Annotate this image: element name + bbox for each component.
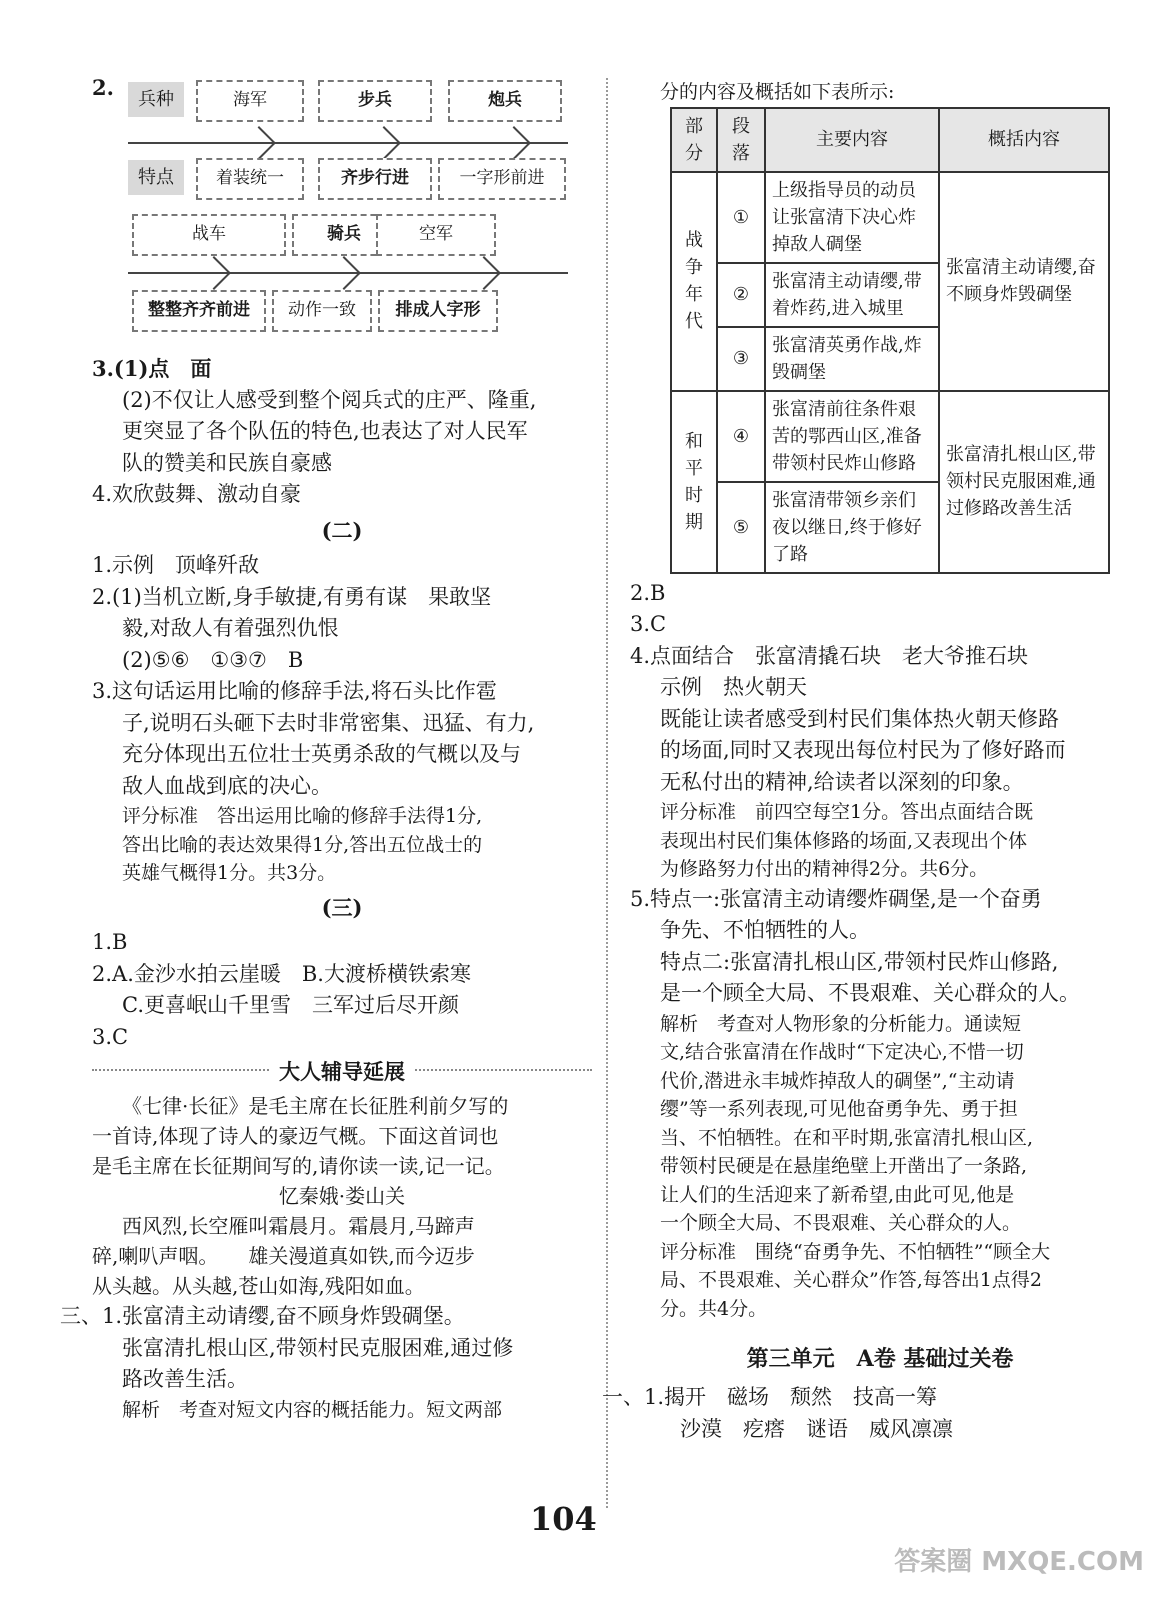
part3-analysis: 解析 考查对短文内容的概括能力。短文两部 bbox=[122, 1398, 503, 1421]
fb-arrow bbox=[497, 126, 531, 160]
r-q4-line3: 既能让读者感受到村民们集体热火朝天修路 bbox=[660, 706, 1059, 731]
s2-q3-line2: 子,说明石头砸下去时非常密集、迅猛、有力, bbox=[122, 710, 535, 735]
summary-wartime: 张富清主动请缨,奋不顾身炸毁碉堡 bbox=[939, 172, 1109, 391]
content-cell: 张富清英勇作战,炸毁碉堡 bbox=[765, 327, 939, 391]
th-para: 段落 bbox=[717, 108, 765, 172]
s2-q1: 1.示例 顶峰歼敌 bbox=[92, 553, 260, 577]
para-cell: ③ bbox=[717, 327, 765, 391]
table-row bbox=[671, 172, 1109, 263]
fb-arrow bbox=[327, 256, 361, 290]
fb-arrow bbox=[367, 126, 401, 160]
r-q4-line1: 4.点面结合 张富清撬石块 老大爷推石块 bbox=[630, 643, 1029, 668]
fb-box-dongzuo: 动作一致 bbox=[272, 290, 372, 332]
r-q4-line2: 示例 热火朝天 bbox=[660, 675, 807, 699]
s3-q3: 3.C bbox=[92, 1024, 129, 1049]
r-q5-line4: 是一个顾全大局、不畏艰难、关心群众的人。 bbox=[660, 981, 1080, 1005]
s2-q3-line3: 充分体现出五位壮士英勇杀敌的气概以及与 bbox=[122, 742, 521, 766]
extension-title: 大人辅导延展 bbox=[269, 1059, 415, 1084]
s3-q1: 1.B bbox=[92, 930, 128, 954]
r-q5-analysis6: 带领村民硬是在悬崖绝壁上开凿出了一条路, bbox=[660, 1155, 1028, 1177]
th-summary: 概括内容 bbox=[939, 108, 1109, 172]
para-cell: ① bbox=[717, 172, 765, 263]
para-cell: ④ bbox=[717, 391, 765, 482]
table-intro: 分的内容及概括如下表所示: bbox=[660, 81, 895, 103]
r-q5-analysis8: 一个顾全大局、不畏艰难、关心群众的人。 bbox=[660, 1212, 1022, 1234]
r-q5-analysis4: 缨”等一系列表现,可见他奋勇争先、勇于担 bbox=[660, 1098, 1018, 1120]
fb-arrow bbox=[197, 256, 231, 290]
s2-q3-line1: 3.这句话运用比喻的修辞手法,将石头比作雹 bbox=[92, 679, 497, 703]
part-wartime: 战争年代 bbox=[671, 172, 717, 391]
q2-number: 2. bbox=[92, 75, 114, 100]
s3-q2-line2: C.更喜岷山千里雪 三军过后尽开颜 bbox=[122, 993, 459, 1017]
r-q5-analysis1: 解析 考查对人物形象的分析能力。通读短 bbox=[660, 1012, 1022, 1035]
unit-heading: 第三单元 A卷 基础过关卷 bbox=[746, 1346, 1014, 1372]
r-q5-analysis2: 文,结合张富清在作战时“下定决心,不惜一切 bbox=[660, 1041, 1024, 1063]
fb-box-haijun: 海军 bbox=[196, 80, 304, 122]
s2-q2-line2: 毅,对敌人有着强烈仇恨 bbox=[122, 616, 339, 640]
section-two-heading: (二) bbox=[321, 517, 363, 543]
para-cell: ② bbox=[717, 263, 765, 327]
poem-title: 忆秦娥·娄山关 bbox=[278, 1184, 406, 1208]
fb-box-yizixing: 一字形前进 bbox=[438, 158, 566, 200]
r-q3: 3.C bbox=[630, 612, 667, 636]
q3-line1: 3.(1)点 面 bbox=[92, 356, 212, 381]
ext-line2: 一首诗,体现了诗人的豪迈气概。下面这首词也 bbox=[92, 1124, 499, 1148]
right-column bbox=[602, 78, 1130, 1445]
part-peacetime: 和平时期 bbox=[671, 391, 717, 573]
fb-box-zhuozhuang: 着装统一 bbox=[196, 158, 304, 200]
column-divider bbox=[606, 78, 608, 1508]
q3-line3: 更突显了各个队伍的特色,也表达了对人民军 bbox=[122, 419, 528, 443]
summary-peacetime: 张富清扎根山区,带领村民克服困难,通过修路改善生活 bbox=[939, 391, 1109, 573]
unit-q1-line2: 沙漠 疙瘩 谜语 威风凛凛 bbox=[680, 1416, 953, 1441]
th-content: 主要内容 bbox=[765, 108, 939, 172]
r-q4-line5: 无私付出的精神,给读者以深刻的印象。 bbox=[660, 769, 1024, 794]
fb-box-kongjun: 空军 bbox=[376, 214, 496, 256]
q4-answer: 4.欢欣鼓舞、激动自豪 bbox=[92, 482, 302, 506]
r-q5-analysis7: 让人们的生活迎来了新希望,由此可见,他是 bbox=[660, 1183, 1015, 1206]
s2-q2-line1: 2.(1)当机立断,身手敏捷,有勇有谋 果敢坚 bbox=[92, 584, 492, 609]
s2-q2-line3: (2)⑤⑥ ①③⑦ B bbox=[122, 647, 304, 672]
fb-arrow bbox=[467, 256, 501, 290]
poem-line1: 西风烈,长空雁叫霜晨月。霜晨月,马蹄声 bbox=[122, 1214, 475, 1238]
r-q5-analysis5: 当、不怕牺牲。在和平时期,张富清扎根山区, bbox=[660, 1126, 1034, 1149]
poem-line3: 从头越。从头越,苍山如海,残阳如血。 bbox=[92, 1274, 425, 1298]
s2-scoring-line3: 英雄气概得1分。共3分。 bbox=[122, 862, 337, 884]
r-q4-line4: 的场面,同时又表现出每位村民为了修好路而 bbox=[660, 738, 1066, 762]
poem-line2: 碎,喇叭声咽。 雄关漫道真如铁,而今迈步 bbox=[92, 1244, 475, 1268]
ext-line3: 是毛主席在长征期间写的,请你读一读,记一记。 bbox=[92, 1154, 505, 1178]
r-q5-scoring3: 分。共4分。 bbox=[660, 1297, 768, 1320]
r-q5-line1: 5.特点一:张富清主动请缨炸碉堡,是一个奋勇 bbox=[630, 886, 1042, 911]
r-q4-scoring1: 评分标准 前四空每空1分。答出点面结合既 bbox=[660, 801, 1034, 823]
s2-q3-line4: 敌人血战到底的决心。 bbox=[122, 773, 332, 798]
part3-q1-line1: 三、1.张富清主动请缨,奋不顾身炸毁碉堡。 bbox=[60, 1304, 465, 1328]
fishbone-diagram bbox=[92, 72, 592, 347]
r-q5-scoring1: 评分标准 围绕“奋勇争先、不怕牺牲”“顾全大 bbox=[660, 1240, 1051, 1263]
fb-arrow bbox=[242, 126, 276, 160]
fb-box-bubing: 步兵 bbox=[318, 80, 432, 122]
r-q4-scoring3: 为修路努力付出的精神得2分。共6分。 bbox=[660, 858, 989, 880]
fb-box-qibing: 骑兵 bbox=[292, 214, 396, 256]
s2-scoring-line2: 答出比喻的表达效果得1分,答出五位战士的 bbox=[122, 833, 483, 856]
part3-q1-line3: 路改善生活。 bbox=[122, 1367, 248, 1391]
content-cell: 上级指导员的动员让张富清下决心炸掉敌人碉堡 bbox=[765, 172, 939, 263]
content-cell: 张富清主动请缨,带着炸药,进入城里 bbox=[765, 263, 939, 327]
para-cell: ⑤ bbox=[717, 482, 765, 573]
unit-q1-line1: 一、1.揭开 磁场 颓然 技高一筹 bbox=[602, 1385, 938, 1409]
page-number: 104 bbox=[530, 1500, 597, 1538]
fb-box-zhengzheng: 整整齐齐前进 bbox=[132, 290, 266, 332]
r-q5-line3: 特点二:张富清扎根山区,带领村民炸山修路, bbox=[660, 949, 1059, 974]
fb-box-qibu: 齐步行进 bbox=[318, 158, 432, 200]
table-row bbox=[671, 391, 1109, 482]
r-q5-analysis3: 代价,潜进永丰城炸掉敌人的碉堡”,“主动请 bbox=[660, 1069, 1015, 1092]
content-cell: 张富清带领乡亲们夜以继日,终于修好了路 bbox=[765, 482, 939, 573]
r-q2: 2.B bbox=[630, 580, 666, 605]
extension-heading bbox=[92, 1059, 592, 1085]
fb-box-zhanche: 战车 bbox=[132, 214, 286, 256]
q3-line4: 队的赞美和民族自豪感 bbox=[122, 450, 332, 475]
fb-label-bingzhong: 兵种 bbox=[128, 82, 184, 117]
watermark-logo: 答案圈 MXQE.COM bbox=[894, 1547, 1144, 1577]
fb-box-renzixing: 排成人字形 bbox=[378, 290, 498, 332]
left-column bbox=[60, 72, 592, 1424]
fb-box-paobing: 炮兵 bbox=[448, 80, 562, 122]
r-q5-line2: 争先、不怕牺牲的人。 bbox=[660, 918, 870, 942]
q3-line2: (2)不仅让人感受到整个阅兵式的庄严、隆重, bbox=[122, 387, 537, 412]
fb-label-tedian: 特点 bbox=[128, 160, 184, 195]
th-part: 部分 bbox=[671, 108, 717, 172]
r-q4-scoring2: 表现出村民们集体修路的场面,又表现出个体 bbox=[660, 829, 1028, 852]
table-header-row bbox=[671, 108, 1109, 172]
ext-line1: 《七律·长征》是毛主席在长征胜利前夕写的 bbox=[122, 1094, 509, 1118]
r-q5-scoring2: 局、不畏艰难、关心群众”作答,每答出1点得2 bbox=[660, 1269, 1042, 1291]
content-cell: 张富清前往条件艰苦的鄂西山区,准备带领村民炸山修路 bbox=[765, 391, 939, 482]
part3-q1-line2: 张富清扎根山区,带领村民克服困难,通过修 bbox=[122, 1335, 514, 1360]
s3-q2-line1: 2.A.金沙水拍云崖暖 B.大渡桥横铁索寒 bbox=[92, 961, 471, 986]
summary-table bbox=[670, 107, 1110, 574]
section-three-heading: (三) bbox=[321, 894, 363, 920]
s2-scoring-line1: 评分标准 答出运用比喻的修辞手法得1分, bbox=[122, 805, 483, 827]
